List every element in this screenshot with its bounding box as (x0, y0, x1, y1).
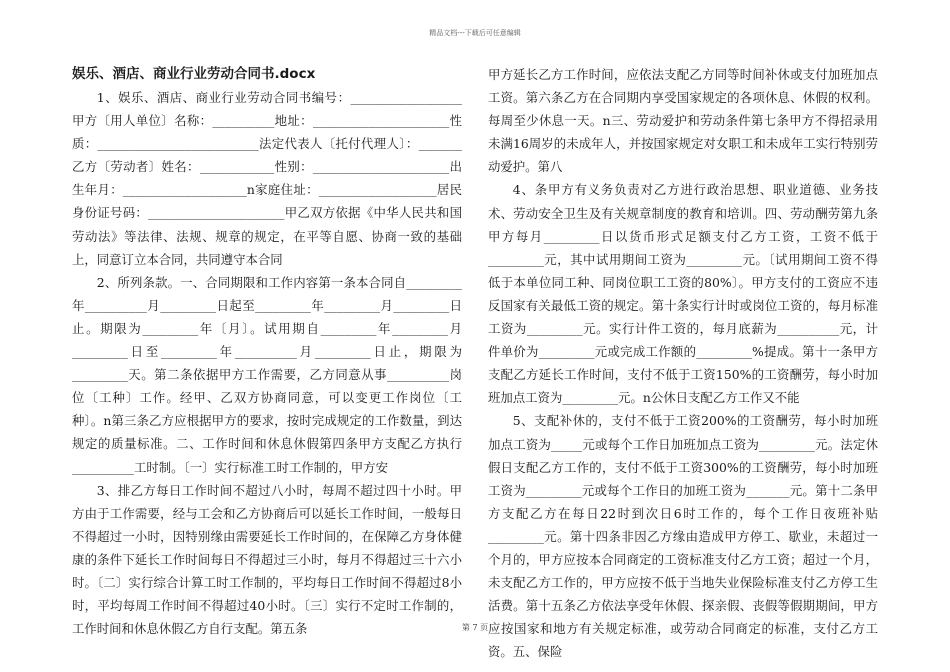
document-title: 娱乐、酒店、商业行业劳动合同书.docx (72, 66, 316, 82)
paragraph-continued: 甲方延长乙方工作时间，应依法支配乙方同等时间补休或支付加班加点工资。第六条乙方在合同期内享受国家规定的各项休息、休假的权利。每周至少休息一天。n三、劳动爱护和劳动条件第七条甲方不得招录用未满16周岁的未成年人，并按国家规定对女职工和未成年工实行特别劳动爱护。第八 (488, 67, 878, 175)
left-column (72, 63, 462, 640)
paragraph-1: 1、娱乐、酒店、商业行业劳动合同书编号：__________________甲方〔用人单位〕名称：__________地址：______________________性质：__________________________法定代表人〔托付代理人〕：_______乙方〔劳动者〕姓名：____________性别：______________________出生年月：____________________n家庭住址：___________________居民身份证号码：______________________甲乙双方依据《中华人民共和国劳动法》等法律、法规、规章的规定，在平等自愿、协商一致的基础上，同意订立本合同，共同遵守本合同 (72, 90, 462, 267)
header-note: 精品文档---下载后可任意编辑 (429, 29, 521, 37)
right-column (488, 63, 878, 663)
paragraph-2: 2、所列条款。一、合同期限和工作内容第一条本合同自_________年__________月_________日起至_________年_________月_________日止。期限为_________年〔月〕。试用期自_________年_________月_________日至_________年__________月_________日止，期限为_________天。第二条依据甲方工作需要，乙方同意从事__________岗位〔工种〕工作。经甲、乙双方协商同意，可以变更工作岗位〔工种〕。n第三条乙方应根据甲方的要求，按时完成规定的工作数量，到达规定的质量标准。二、工作时间和休息休假第四条甲方支配乙方执行__________工时制。〔一〕实行标准工时工作制的，甲方安 (72, 274, 462, 475)
page-number: 第 7 页 (461, 623, 489, 632)
paragraph-4: 4、条甲方有义务负责对乙方进行政治思想、职业道德、业务技术、劳动安全卫生及有关规章制度的教育和培训。四、劳动酬劳第九条甲方每月_________日以货币形式足额支付乙方工资，工资不低于_________元，其中试用期间工资为_________元。〔试用期间工资不得低于本单位同工种、同岗位职工工资的80%〕。甲方支付的工资应不违反国家有关最低工资的规定。第十条实行计时或岗位工资的，每月标准工资为_________元。实行计件工资的，每月底薪为__________元，计件单价为_________元或完成工作额的_________%提成。第十一条甲方支配乙方延长工作时间，支付不低于工资150%的工资酬劳，每小时加班加点工资为_________元。n公休日支配乙方工作又不能 (488, 182, 878, 406)
paragraph-3: 3、排乙方每日工作时间不超过八小时，每周不超过四十小时。甲方由于工作需要，经与工会和乙方协商后可以延长工作时间，一般每日不得超过一小时，因特别缘由需要延长工作时间的，在保障乙方身体健康的条件下延长工作时间每日不得超过三小时，每月不得超过三十六小时。〔二〕实行综合计算工时工作制的，平均每日工作时间不得超过8小时，平均每周工作时间不得超过40小时。〔三〕实行不定时工作制的，工作时间和休息休假乙方自行支配。第五条 (72, 482, 462, 637)
paragraph-5: 5、支配补休的，支付不低于工资200%的工资酬劳，每小时加班加点工资为_____元或每个工作日加班加点工资为_________元。法定休假日支配乙方工作的，支付不低于工资300%的工资酬劳，每小时加班工资为_________元或每个工作日的加班工资为_______元。第十二条甲方支配乙方在每日22时到次日6时工作的，每个工作日夜班补贴_________元。第十四条非因乙方缘由造成甲方停工、歇业，未超过一个月的，甲方应按本合同商定的工资标准支付乙方工资；超过一个月，未支配乙方工作的，甲方应按不低于当地失业保险标准支付乙方停工生活费。第十五条乙方依法享受年休假、探亲假、丧假等假期期间，甲方应按国家和地方有关规定标准，或劳动合同商定的标准，支付乙方工资。五、保险 (488, 413, 878, 660)
